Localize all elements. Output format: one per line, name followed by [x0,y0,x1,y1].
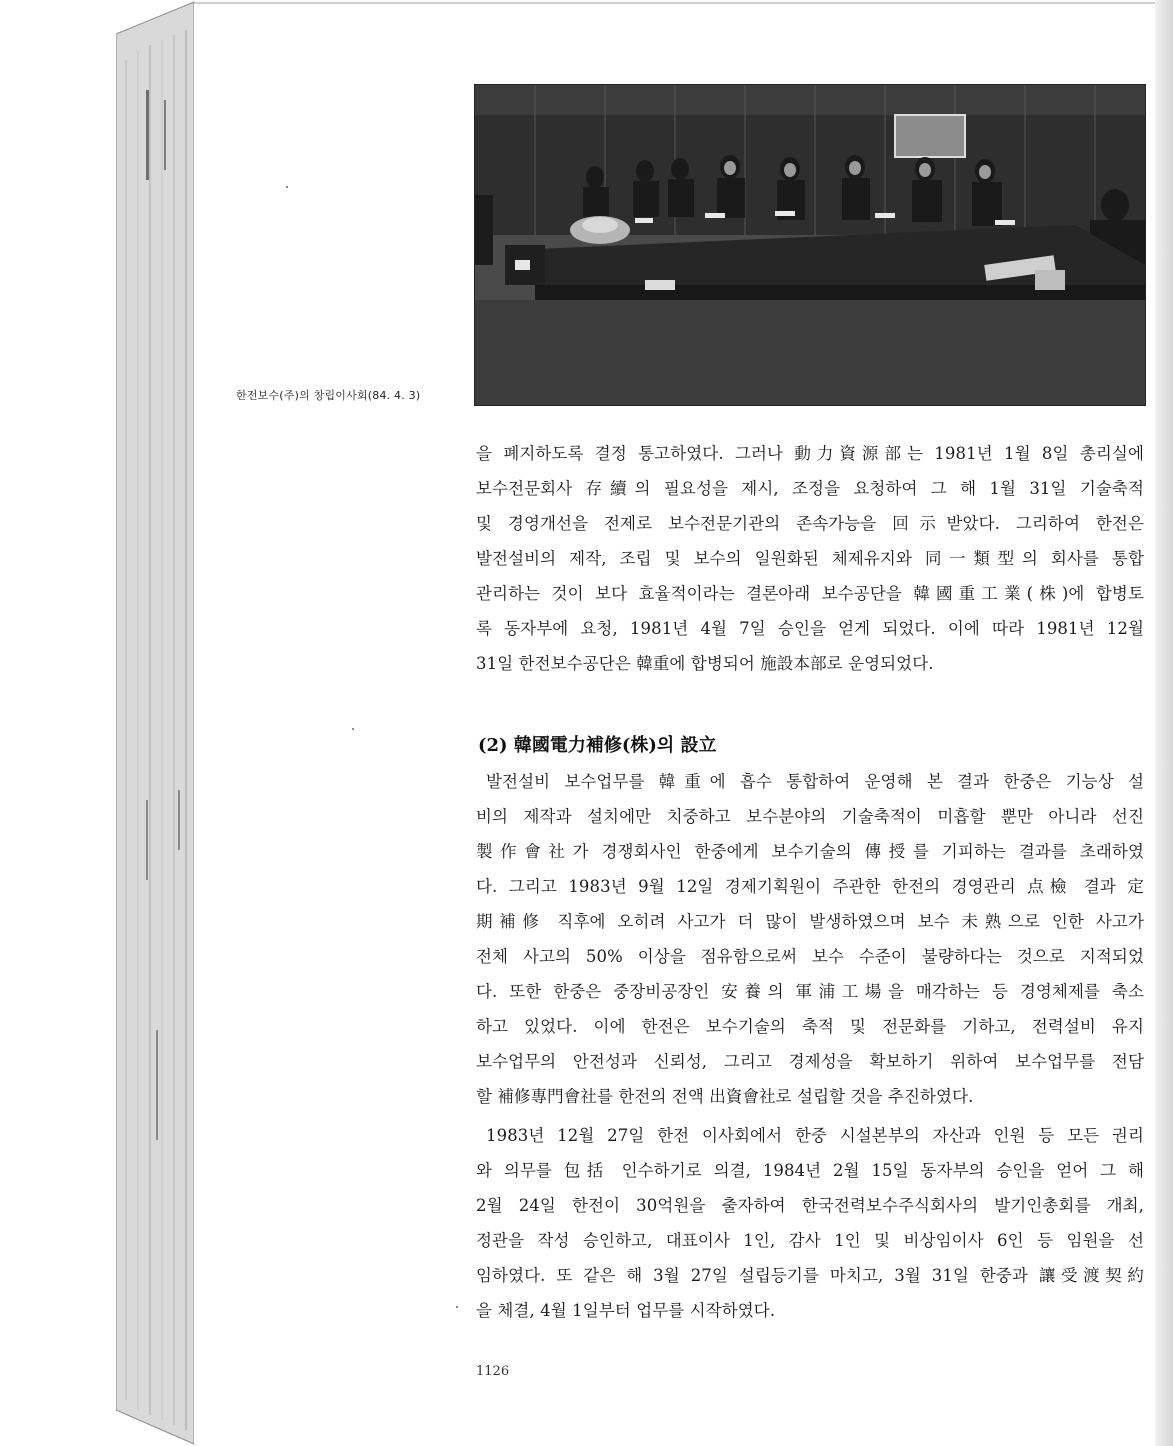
text-line: 다. 그리고 1983년 9월 12일 경제기획원이 주관한 한전의 경영관리 点檢 결과 定 [476,877,1144,896]
text-line: 보수전문회사 存續의 필요성을 제시, 조정을 요청하여 그 해 1월 31일 기술축적 [476,479,1144,498]
text-line: 期補修 직후에 오히려 사고가 더 많이 발생하였으며 보수 未熟으로 인한 사고가 [476,912,1144,931]
text-line: 발전설비의 제작, 조립 및 보수의 일원화된 체제유지와 同一類型의 회사를 통합 [476,549,1144,568]
scan-speck [286,186,288,188]
text-line: 임하였다. 또 같은 해 3월 27일 설립등기를 마치고, 3월 31일 한중과 讓受渡契約 [476,1266,1144,1285]
text-line: 하고 있었다. 이에 한전은 보수기술의 축적 및 전문화를 기하고, 전력설비 유지 [476,1017,1144,1036]
text-line: 할 補修專門會社를 한전의 전액 出資會社로 설립할 것을 추진하였다. [476,1087,974,1106]
text-line: 전체 사고의 50% 이상을 점유함으로써 보수 수준이 불량하다는 것으로 지적되었 [476,947,1144,966]
page-right-edge [1155,0,1173,1446]
text-line: 와 의무를 包括 인수하기로 의결, 1984년 2월 15일 동자부의 승인을 얻어 그 해 [476,1161,1144,1180]
text-line: 보수업무의 안전성과 신뢰성, 그리고 경제성을 확보하기 위하여 보수업무를 전담 [476,1052,1144,1071]
photo-caption: 한전보수(주)의 창립이사회(84. 4. 3) [236,389,421,402]
page-number: 1126 [476,1364,510,1379]
text-line: 및 경영개선을 전제로 보수전문기관의 존속가능을 回示받았다. 그리하여 한전은 [476,514,1144,533]
scan-speck [456,1306,458,1308]
text-line: 정관을 작성 승인하고, 대표이사 1인, 감사 1인 및 비상임이사 6인 등 임원을 선 [476,1231,1144,1250]
text-line: 관리하는 것이 보다 효율적이라는 결론아래 보수공단을 韓國重工業(株)에 합병토 [476,584,1144,603]
text-line: 을 체결, 4월 1일부터 업무를 시작하였다. [476,1301,776,1320]
text-line: 다. 또한 한중은 중장비공장인 安養의 軍浦工場을 매각하는 등 경영체제를 축소 [476,982,1144,1001]
text-line: 발전설비 보수업무를 韓重에 흡수 통합하여 운영해 본 결과 한중은 기능상 설 [486,772,1144,791]
scan-speck [352,728,354,730]
text-line: 2월 24일 한전이 30억원을 출자하여 한국전력보수주식회사의 발기인총회를 개최, [476,1196,1144,1215]
text-line: 비의 제작과 설치에만 치중하고 보수분야의 기술축적이 미흡할 뿐만 아니라 선진 [476,807,1144,826]
text-line: 31일 한전보수공단은 韓重에 합병되어 施設本部로 운영되었다. [476,654,934,673]
text-line: 록 동자부에 요청, 1981년 4월 7일 승인을 얻게 되었다. 이에 따라 1981년 12월 [476,619,1144,638]
text-line: 을 폐지하도록 결정 통고하였다. 그러나 動力資源部는 1981년 1월 8일 총리실에 [476,444,1144,463]
text-line: 製作會社가 경쟁회사인 한중에게 보수기술의 傳授를 기피하는 결과를 초래하였 [476,842,1144,861]
board-meeting-photo [474,84,1146,406]
book-page-edges [116,0,196,1446]
text-line: 1983년 12월 27일 한전 이사회에서 한중 시설본부의 자산과 인원 등 모든 권리 [486,1126,1144,1145]
section-heading: (2) 韓國電力補修(株)의 設立 [478,735,717,756]
